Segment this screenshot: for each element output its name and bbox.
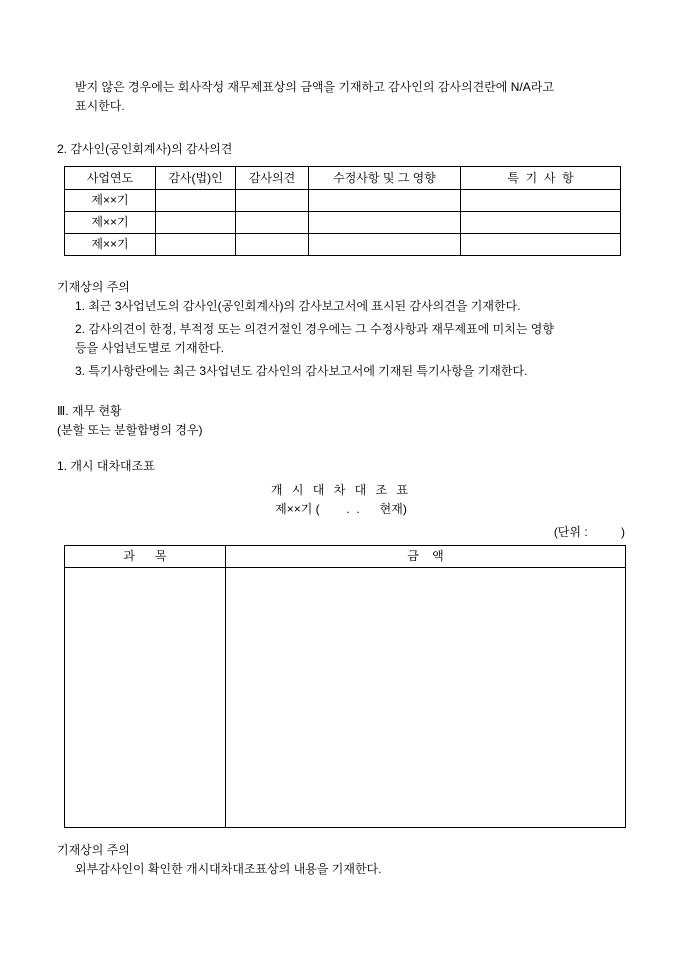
- note-line: 등을 사업년도별로 기재한다.: [75, 341, 225, 355]
- intro-line-1: 받지 않은 경우에는 회사작성 재무제표상의 금액을 기재하고 감사인의 감사의견란에 N/A라고: [75, 80, 554, 94]
- auditor-cell: [156, 212, 236, 234]
- col-header-account: 과 목: [65, 546, 226, 568]
- opening-balance-sheet-heading: 1. 개시 대차대조표: [57, 459, 155, 473]
- col-header-auditor: 감사(법)인: [156, 167, 236, 190]
- auditor-cell: [156, 234, 236, 256]
- audit-table-header-row: [65, 167, 621, 190]
- opinion-cell: [236, 212, 309, 234]
- balance-table-header-row: [65, 546, 626, 568]
- note-line: 2. 감사의견이 한정, 부적정 또는 의견거절인 경우에는 그 수정사항과 재무제표에 미치는 영향: [75, 322, 554, 336]
- col-header-revisions: 수정사항 및 그 영향: [309, 167, 461, 190]
- balance-table-body-row: [65, 568, 626, 828]
- financial-status-heading: Ⅲ. 재무 현황: [57, 404, 122, 418]
- table-row: [65, 234, 621, 256]
- intro-line-2: 표시한다.: [75, 99, 125, 113]
- revisions-cell: [309, 190, 461, 212]
- bottom-notes-heading: 기재상의 주의: [57, 843, 130, 857]
- table-row: [65, 190, 621, 212]
- business-year-cell: 제××기: [65, 190, 156, 212]
- table-row: [65, 212, 621, 234]
- unit-label: (단위 : ): [553, 525, 625, 539]
- opening-balance-sheet-table: [64, 545, 626, 828]
- special-notes-cell: [461, 212, 621, 234]
- amount-cell: [226, 568, 626, 828]
- statement-period: 제××기 ( . . 현재): [275, 502, 407, 516]
- note-line: 3. 특기사항란에는 최근 3사업년도 감사인의 감사보고서에 기재된 특기사항을 기재한다.: [75, 364, 528, 378]
- note-item-3: [75, 362, 625, 381]
- account-cell: [65, 568, 226, 828]
- note-line: 1. 최근 3사업년도의 감사인(공인회계사)의 감사보고서에 표시된 감사의견을 기재한다.: [75, 299, 521, 313]
- special-notes-cell: [461, 190, 621, 212]
- opinion-cell: [236, 190, 309, 212]
- revisions-cell: [309, 234, 461, 256]
- col-header-amount: 금 액: [226, 546, 626, 568]
- notes-heading: 기재상의 주의: [57, 280, 130, 294]
- col-header-opinion: 감사의견: [236, 167, 309, 190]
- statement-title: 개 시 대 차 대 조 표: [270, 483, 412, 497]
- financial-status-subheading: (분할 또는 분할합병의 경우): [57, 423, 203, 437]
- col-header-business-year: 사업연도: [65, 167, 156, 190]
- auditor-cell: [156, 190, 236, 212]
- special-notes-cell: [461, 234, 621, 256]
- note-item-1: [75, 297, 625, 316]
- business-year-cell: 제××기: [65, 212, 156, 234]
- note-item-2: [75, 320, 625, 358]
- opinion-cell: [236, 234, 309, 256]
- business-year-cell: 제××기: [65, 234, 156, 256]
- audit-opinion-table: [64, 166, 621, 256]
- audit-opinion-heading: 2. 감사인(공인회계사)의 감사의견: [57, 142, 233, 156]
- revisions-cell: [309, 212, 461, 234]
- notes-list: [75, 297, 625, 381]
- bottom-note: 외부감사인이 확인한 개시대차대조표상의 내용을 기재한다.: [75, 862, 382, 876]
- col-header-special-notes: 특 기 사 항: [461, 167, 621, 190]
- intro-paragraph: [75, 78, 625, 116]
